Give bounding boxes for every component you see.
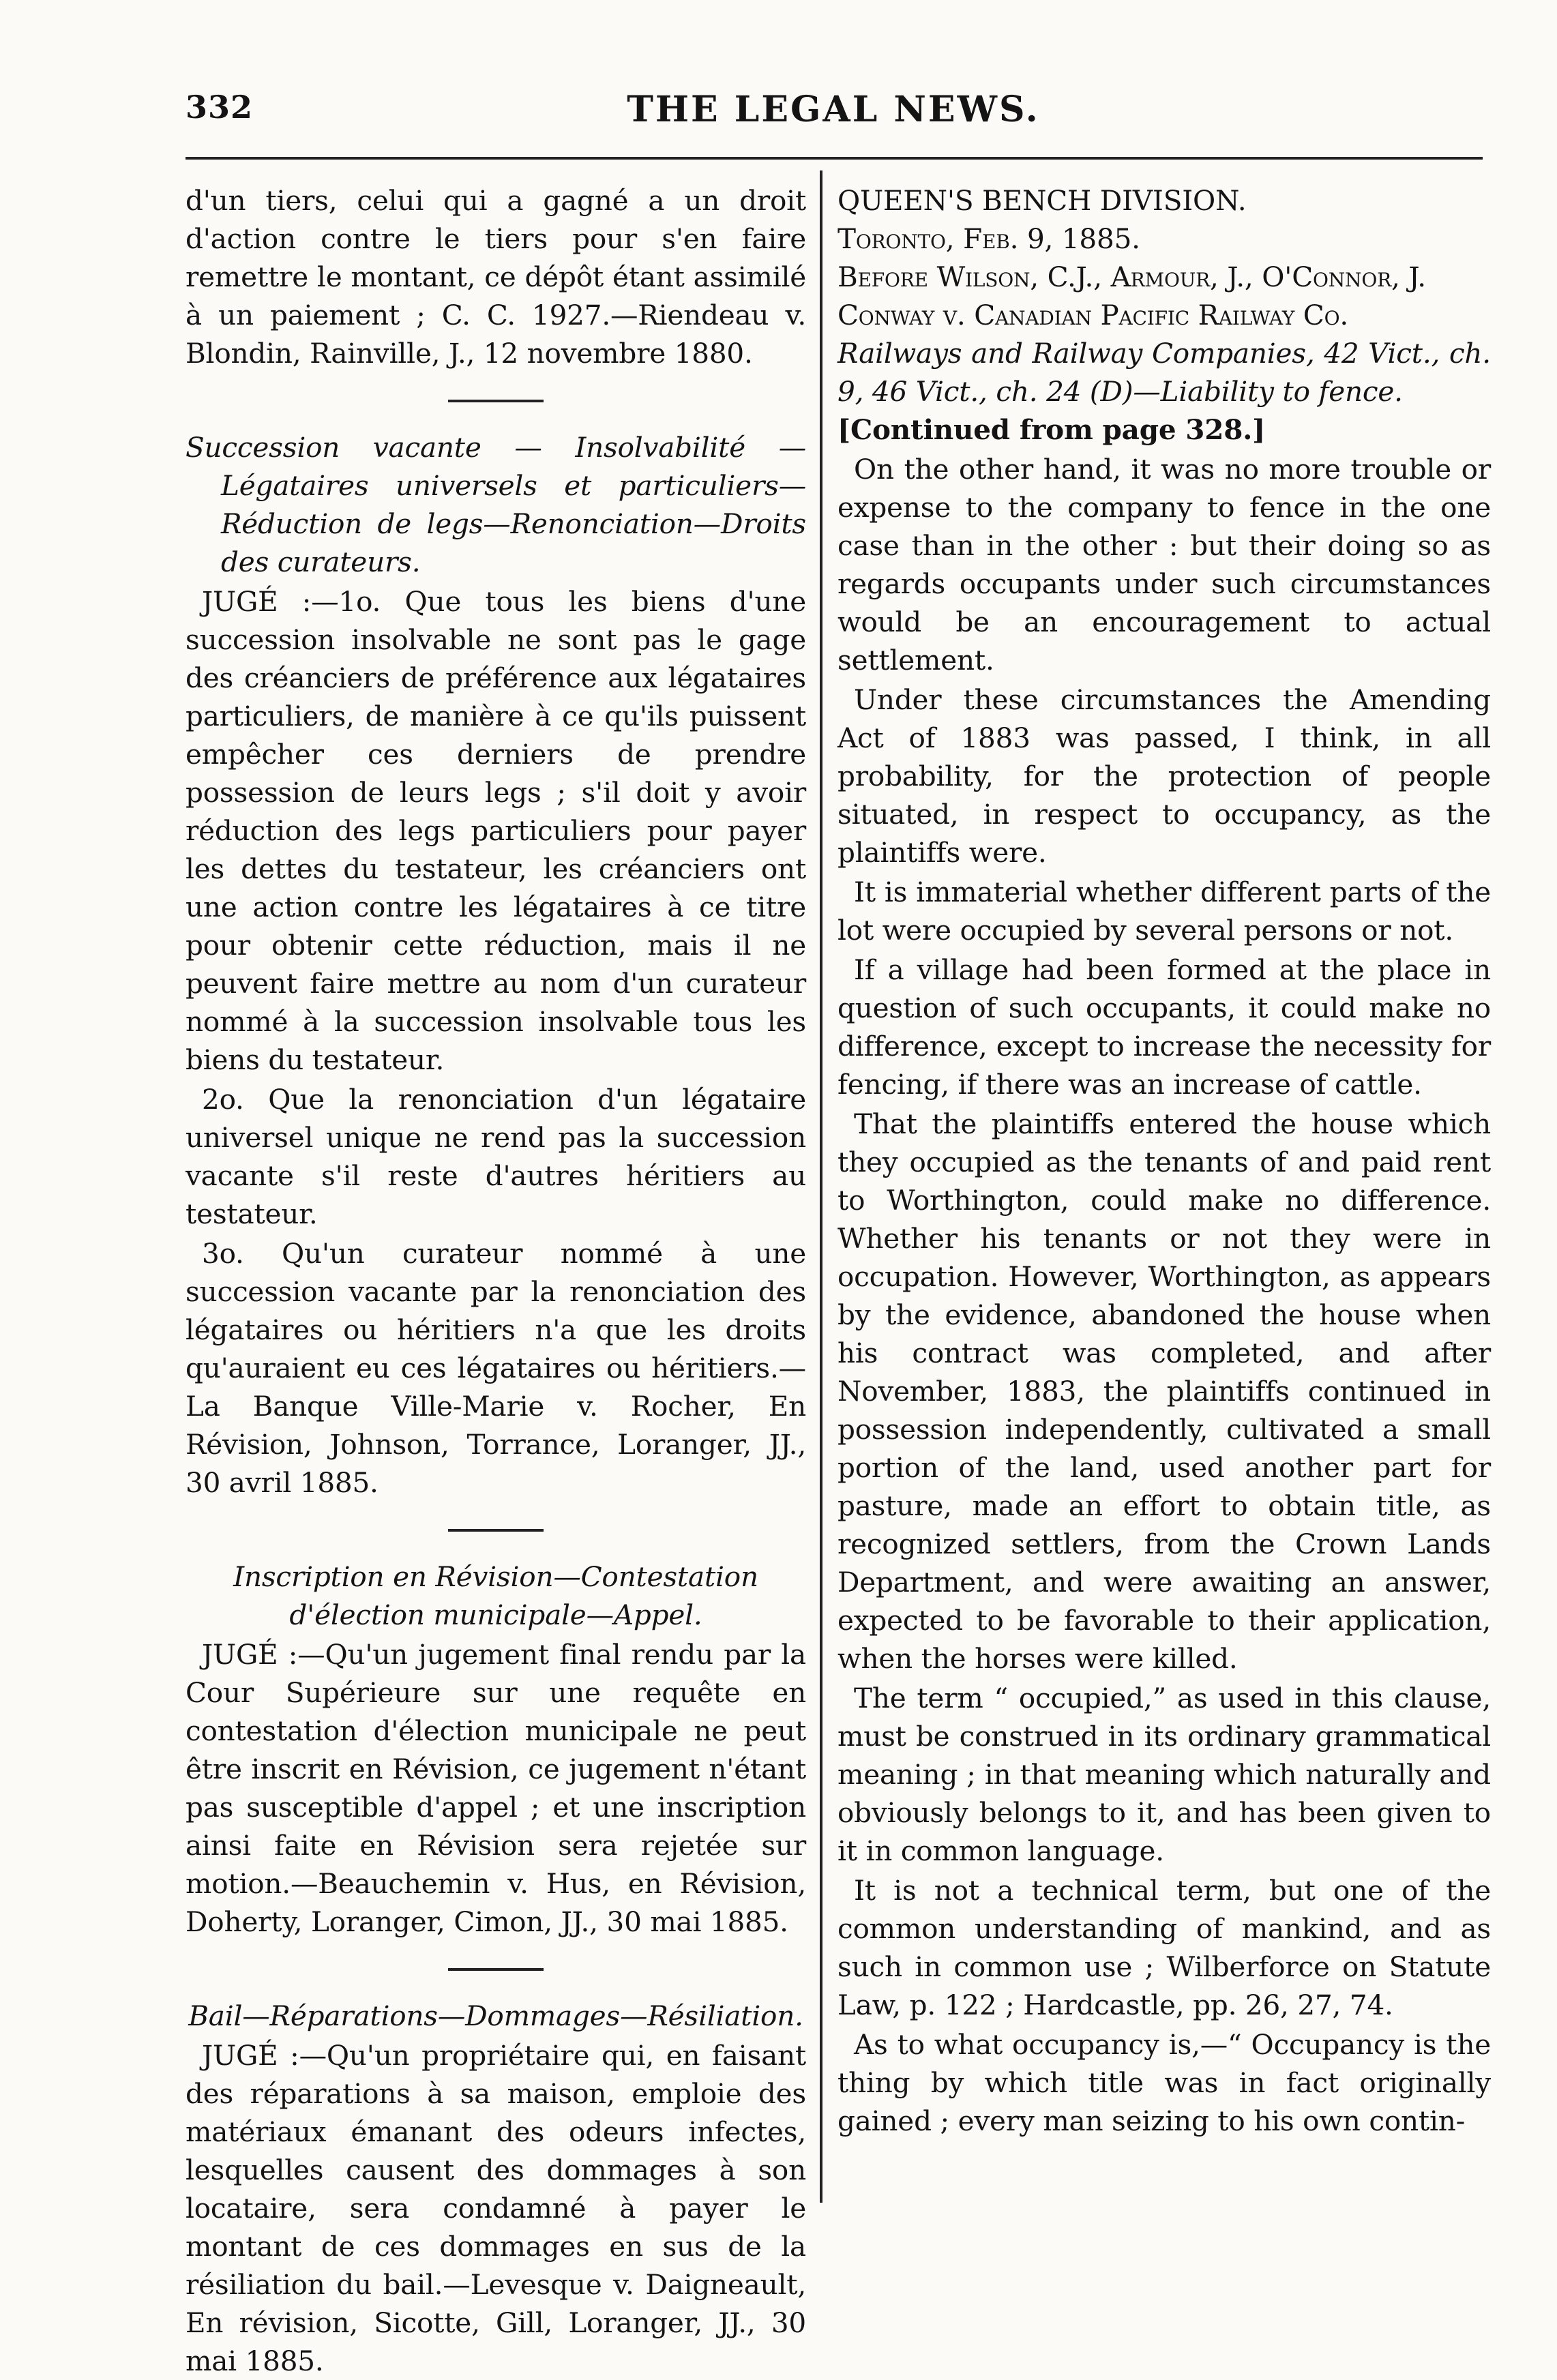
section-heading: Bail—Réparations—Dommages—Résiliation.	[188, 1999, 803, 2032]
right-column	[837, 181, 1491, 2140]
dateline: Toronto, Feb. 9, 1885.	[837, 222, 1140, 255]
bench-line: Before Wilson, C.J., Armour, J., O'Connor, J.	[837, 261, 1426, 293]
section-separator	[448, 1968, 544, 1971]
section-heading: Succession vacante — Insolvabilité — Légataires universels et particuliers—Réduction de legs—Renonciation—Droits des curateurs.	[186, 431, 806, 578]
paragraph: As to what occupancy is,—“ Occupancy is the thing by which title was in fact originally gained ; every man seizing to his own contin-	[837, 2028, 1491, 2137]
page-number: 332	[186, 89, 254, 125]
paragraph: 2o. Que la renonciation d'un légataire universel unique ne rend pas la succession vacante s'il reste d'autres héritiers au testateur.	[186, 1083, 806, 1230]
court-heading: QUEEN'S BENCH DIVISION.	[837, 184, 1247, 217]
paragraph: It is not a technical term, but one of the common understanding of mankind, and as such in common use ; Wilberforce on Statute Law, p. 122 ; Hardcastle, pp. 26, 27, 74.	[837, 1874, 1491, 2021]
section-succession-vacante	[186, 428, 806, 1502]
running-title: THE LEGAL NEWS.	[627, 89, 1040, 130]
paragraph: If a village had been formed at the place in question of such occupants, it could make no difference, except to increase the necessity for fencing, if there was an increase of cattle.	[837, 953, 1491, 1101]
paragraph: 3o. Qu'un curateur nommé à une succession vacante par la renonciation des légataires ou héritiers n'a que les droits qu'auraient eu ces légataires ou héritiers.—La Banque Ville-Marie v. Rocher, En Révision, Johnson, Torrance, Loranger, JJ., 30 avril 1885.	[186, 1237, 806, 1499]
paragraph: It is immaterial whether different parts of the lot were occupied by several persons or not.	[837, 876, 1491, 947]
paragraph: JUGÉ :—1o. Que tous les biens d'une succession insolvable ne sont pas le gage des créanciers de préférence aux légataires particuliers, de manière à ce qu'ils puissent empêcher ces derniers de prendre possession de leurs legs ; s'il doit y avoir réduction des legs particuliers pour payer les dettes du testateur, les créanciers ont une action contre les légataires à ce titre pour obtenir cette réduction, mais il ne peuvent faire mettre au nom d'un curateur nommé à la succession insolvable tous les biens du testateur.	[186, 585, 806, 1076]
paragraph: That the plaintiffs entered the house which they occupied as the tenants of and paid rent to Worthington, could make no difference. Whether his tenants or not they were in occupation. However, Worthington, as appears by the evidence, abandoned the house when his contract was completed, and after November, 1883, the plaintiffs continued in possession independently, cultivated a small portion of the land, used another part for pasture, made an effort to obtain title, as recognized settlers, from the Crown Lands Department, and were awaiting an answer, expected to be favorable to their application, when the horses were killed.	[837, 1107, 1491, 1675]
paragraph: JUGÉ :—Qu'un jugement final rendu par la Cour Supérieure sur une requête en contestation d'élection municipale ne peut être inscrit en Révision, ce jugement n'étant pas susceptible d'appel ; et une inscription ainsi faite en Révision sera rejetée sur motion.—Beauchemin v. Hus, en Révision, Doherty, Loranger, Cimon, JJ., 30 mai 1885.	[186, 1638, 806, 1938]
continued-note: [Continued from page 328.]	[837, 413, 1266, 446]
section-inscription-en-revision	[186, 1558, 806, 1941]
page-header	[186, 89, 1481, 143]
statute-heading: Railways and Railway Companies, 42 Vict., ch. 9, 46 Vict., ch. 24 (D)—Liability to fence.	[837, 337, 1491, 408]
section-separator	[448, 400, 544, 402]
paragraph: JUGÉ :—Qu'un propriétaire qui, en faisant des réparations à sa maison, emploie des matériaux émanant des odeurs infectes, lesquelles causent des dommages à son locataire, sera condamné à payer le montant de ces dommages en sus de la résiliation du bail.—Levesque v. Daigneault, En révision, Sicotte, Gill, Loranger, JJ., 30 mai 1885.	[186, 2039, 806, 2377]
left-column	[186, 181, 806, 2380]
paragraph: Under these circumstances the Amending Act of 1883 was passed, I think, in all probability, for the protection of people situated, in respect to occupancy, as the plaintiffs were.	[837, 683, 1491, 869]
section-bail	[186, 1997, 806, 2380]
paragraph: On the other hand, it was no more trouble or expense to the company to fence in the one case than in the other : but their doing so as regards occupants under such circumstances would be an encouragement to actual settlement.	[837, 453, 1491, 676]
intro-paragraph: d'un tiers, celui qui a gagné a un droit d'action contre le tiers pour s'en faire remettre le montant, ce dépôt étant assimilé à un paiement ; C. C. 1927.—Riendeau v. Blondin, Rainville, J., 12 novembre 1880.	[186, 184, 806, 370]
header-rule	[186, 157, 1483, 160]
paragraph: The term “ occupied,” as used in this clause, must be construed in its ordinary grammatical meaning ; in that meaning which naturally and obviously belongs to it, and has been given to it in common language.	[837, 1682, 1491, 1867]
section-heading: Inscription en Révision—Contestation d'élection municipale—Appel.	[233, 1560, 758, 1631]
column-divider	[820, 170, 822, 2203]
case-name: Conway v. Canadian Pacific Railway Co.	[837, 299, 1348, 331]
section-separator	[448, 1529, 544, 1532]
